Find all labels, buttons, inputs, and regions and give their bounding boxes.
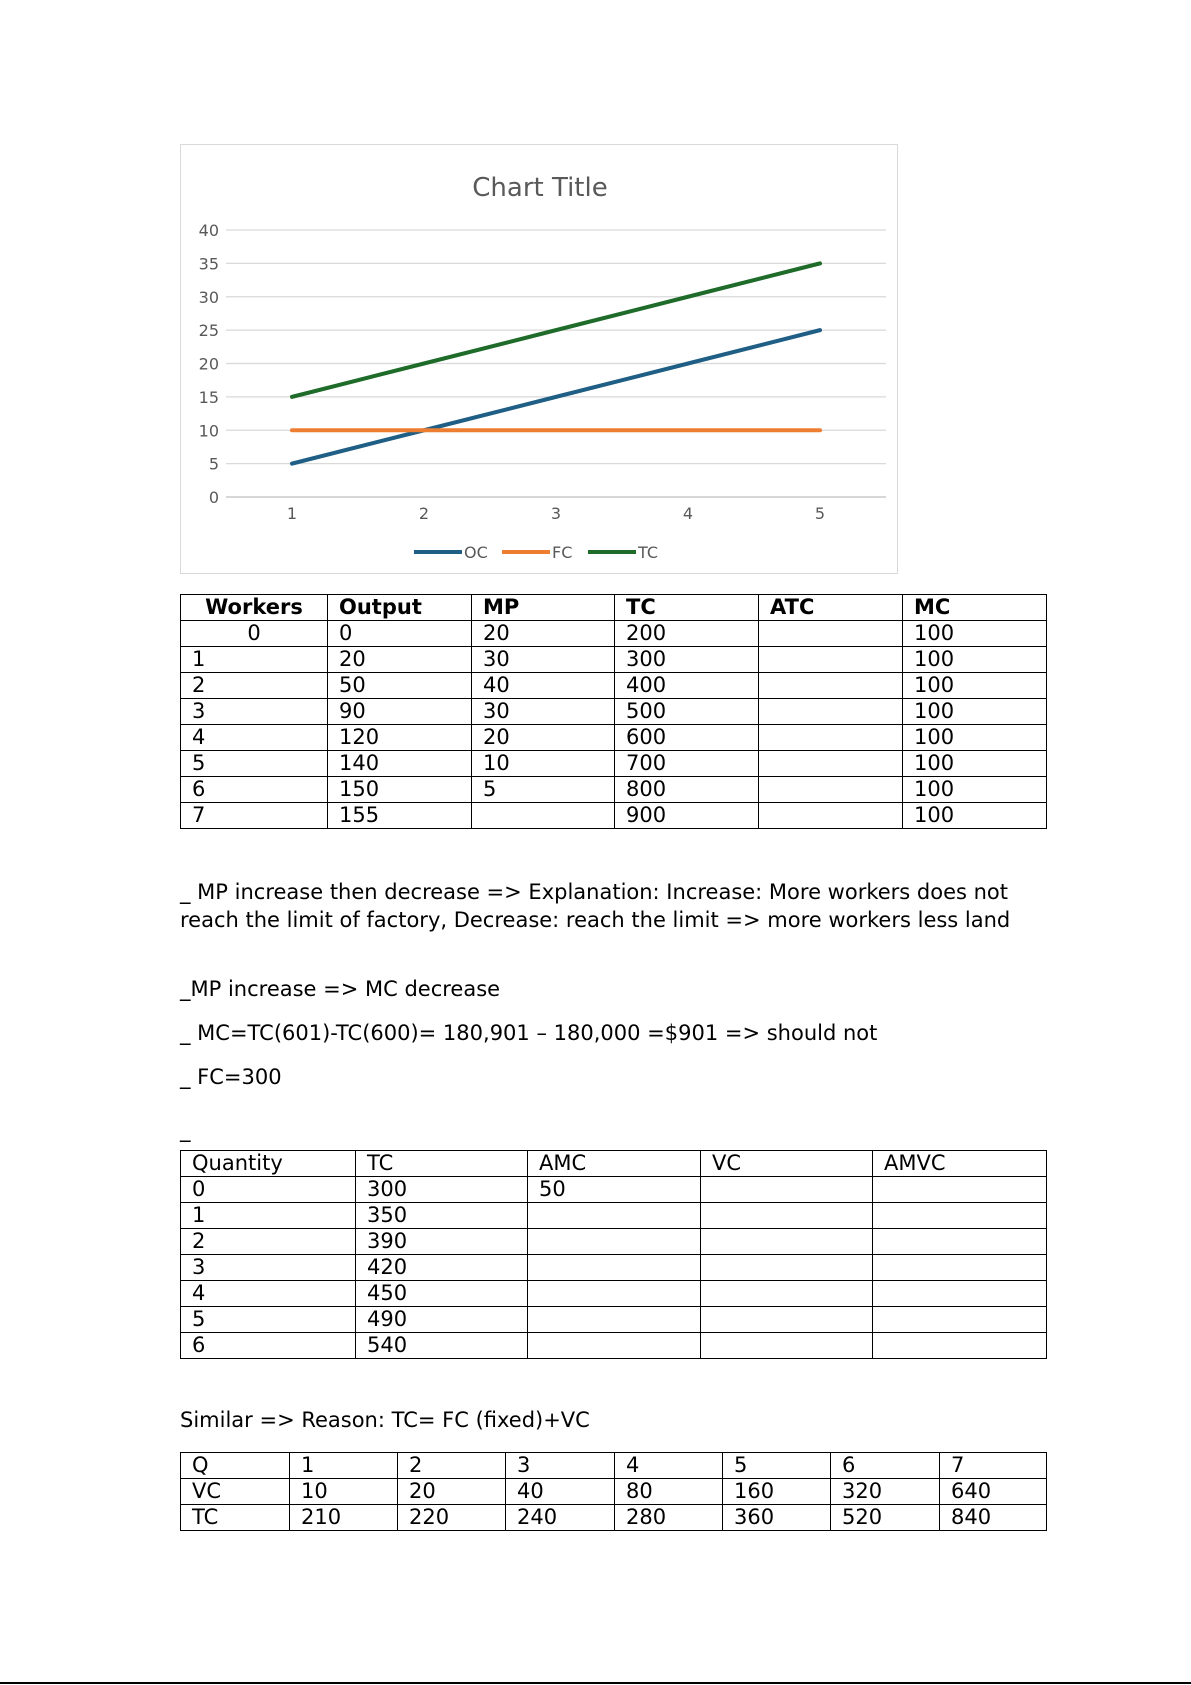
table-cell: 100 — [903, 673, 1047, 699]
table-cell — [528, 1229, 701, 1255]
y-tick-label: 15 — [198, 387, 219, 407]
table-cell — [528, 1203, 701, 1229]
table-cell: 390 — [356, 1229, 528, 1255]
chart-svg — [181, 145, 899, 575]
note-mc-calc: _ MC=TC(601)-TC(600)= 180,901 – 180,000 =$901 => should not — [180, 1021, 878, 1045]
table-row — [181, 1307, 1047, 1333]
table-cell: 10 — [290, 1479, 398, 1505]
table-cell — [873, 1281, 1047, 1307]
table-cell: 840 — [940, 1505, 1047, 1531]
table-cell: 0 — [181, 1177, 356, 1203]
table-cell: 490 — [356, 1307, 528, 1333]
table-cell: 100 — [903, 621, 1047, 647]
table-cell: 300 — [615, 647, 759, 673]
table-header-row — [181, 595, 1047, 621]
table-row — [181, 1333, 1047, 1359]
table-cell: 50 — [528, 1177, 701, 1203]
table-cell: 5 — [181, 751, 328, 777]
table-cell: 450 — [356, 1281, 528, 1307]
table-cell: 1 — [290, 1453, 398, 1479]
table-cell: 6 — [181, 1333, 356, 1359]
table-cell: 90 — [328, 699, 472, 725]
table-cell: 20 — [472, 621, 615, 647]
quantity-table — [180, 1150, 1047, 1359]
table-cell — [701, 1229, 873, 1255]
table-cell — [759, 751, 903, 777]
table-row — [181, 751, 1047, 777]
table-cell: 210 — [290, 1505, 398, 1531]
table-cell: 360 — [723, 1505, 831, 1531]
note-similar: Similar => Reason: TC= FC (fixed)+VC — [180, 1408, 590, 1432]
table-cell — [472, 803, 615, 829]
note-blank: _ — [180, 1118, 191, 1142]
table-row — [181, 1255, 1047, 1281]
table-cell — [759, 803, 903, 829]
table-cell: Q — [181, 1453, 290, 1479]
vc-tc-table — [180, 1452, 1047, 1531]
header-quantity: Quantity — [181, 1151, 356, 1177]
table-cell: 900 — [615, 803, 759, 829]
table-cell: 400 — [615, 673, 759, 699]
y-tick-label: 5 — [208, 454, 219, 474]
table-cell: 6 — [181, 777, 328, 803]
table-cell — [759, 725, 903, 751]
table-cell — [701, 1255, 873, 1281]
header-amc: AMC — [528, 1151, 701, 1177]
y-tick-label: 35 — [198, 254, 219, 274]
table-cell: 600 — [615, 725, 759, 751]
line-chart — [180, 144, 898, 574]
table-row — [181, 803, 1047, 829]
table-row — [181, 1203, 1047, 1229]
table-row — [181, 1505, 1047, 1531]
table-cell — [701, 1203, 873, 1229]
table-cell — [873, 1177, 1047, 1203]
table-cell — [701, 1281, 873, 1307]
table-cell: 100 — [903, 647, 1047, 673]
table-cell: 140 — [328, 751, 472, 777]
table-cell: 155 — [328, 803, 472, 829]
table-cell: 5 — [181, 1307, 356, 1333]
table-cell — [528, 1281, 701, 1307]
table-cell — [759, 621, 903, 647]
legend-label: FC — [552, 543, 573, 562]
table-cell: 20 — [398, 1479, 506, 1505]
table-cell — [873, 1255, 1047, 1281]
table-cell: VC — [181, 1479, 290, 1505]
header-mc: MC — [903, 595, 1047, 621]
table-cell: 350 — [356, 1203, 528, 1229]
table-cell: 150 — [328, 777, 472, 803]
table-cell — [528, 1333, 701, 1359]
table-cell: 40 — [472, 673, 615, 699]
table-cell: 220 — [398, 1505, 506, 1531]
table-cell — [528, 1307, 701, 1333]
header-workers: Workers — [181, 595, 328, 621]
table-cell — [873, 1333, 1047, 1359]
note-mp-mc: _MP increase => MC decrease — [180, 977, 501, 1001]
table-row — [181, 621, 1047, 647]
table-cell: 2 — [181, 1229, 356, 1255]
table-cell: 100 — [903, 803, 1047, 829]
note-mp-explanation: _ MP increase then decrease => Explanation: Increase: More workers does not reach the limit of factory, Decrease: reach the limit => more workers less land — [180, 880, 1011, 932]
table-cell: 30 — [472, 647, 615, 673]
table-row — [181, 1453, 1047, 1479]
table-cell: 4 — [181, 1281, 356, 1307]
table-cell: 3 — [181, 699, 328, 725]
header-atc: ATC — [759, 595, 903, 621]
table-cell: 320 — [831, 1479, 940, 1505]
y-tick-label: 10 — [198, 421, 219, 441]
table-cell: 100 — [903, 777, 1047, 803]
table-cell: 7 — [940, 1453, 1047, 1479]
header-tc: TC — [615, 595, 759, 621]
table-row — [181, 1229, 1047, 1255]
table-cell: 3 — [181, 1255, 356, 1281]
x-tick-label: 1 — [286, 504, 298, 523]
table-cell: 4 — [615, 1453, 723, 1479]
note-fc: _ FC=300 — [180, 1065, 282, 1089]
table-cell: 640 — [940, 1479, 1047, 1505]
header-output: Output — [328, 595, 472, 621]
table-row — [181, 673, 1047, 699]
legend-label: TC — [638, 543, 659, 562]
x-tick-label: 2 — [418, 504, 430, 523]
table-cell — [701, 1177, 873, 1203]
table-cell — [701, 1333, 873, 1359]
workers-table — [180, 594, 1047, 829]
table-cell — [528, 1255, 701, 1281]
header-mp: MP — [472, 595, 615, 621]
table-cell: 100 — [903, 699, 1047, 725]
table-cell: 2 — [398, 1453, 506, 1479]
table-cell: 30 — [472, 699, 615, 725]
x-tick-label: 5 — [814, 504, 826, 523]
y-tick-label: 0 — [208, 488, 219, 507]
table-row — [181, 1281, 1047, 1307]
x-tick-label: 3 — [550, 504, 562, 523]
table-cell: 240 — [506, 1505, 615, 1531]
legend-label: OC — [464, 543, 488, 562]
header-vc: VC — [701, 1151, 873, 1177]
table-cell — [873, 1203, 1047, 1229]
chart-title: Chart Title — [472, 173, 608, 203]
table-cell: 300 — [356, 1177, 528, 1203]
table-cell: 200 — [615, 621, 759, 647]
table-cell: 4 — [181, 725, 328, 751]
table-cell — [759, 699, 903, 725]
table-cell: 20 — [472, 725, 615, 751]
y-tick-label: 20 — [198, 354, 219, 374]
header-amvc: AMVC — [873, 1151, 1047, 1177]
y-tick-label: 25 — [198, 321, 219, 341]
table-cell: 540 — [356, 1333, 528, 1359]
y-tick-label: 30 — [198, 287, 219, 307]
table-row — [181, 699, 1047, 725]
table-cell: 50 — [328, 673, 472, 699]
table-row — [181, 1177, 1047, 1203]
table-cell — [873, 1307, 1047, 1333]
table-cell: 500 — [615, 699, 759, 725]
table-cell: 5 — [723, 1453, 831, 1479]
table-cell — [759, 777, 903, 803]
table-cell: 700 — [615, 751, 759, 777]
table-cell: TC — [181, 1505, 290, 1531]
x-tick-label: 4 — [682, 504, 694, 523]
table-row — [181, 647, 1047, 673]
table-row — [181, 1479, 1047, 1505]
table-header-row — [181, 1151, 1047, 1177]
table-cell: 1 — [181, 647, 328, 673]
table-cell: 20 — [328, 647, 472, 673]
table-cell: 2 — [181, 673, 328, 699]
table-cell: 3 — [506, 1453, 615, 1479]
table-cell: 10 — [472, 751, 615, 777]
table-cell: 7 — [181, 803, 328, 829]
table-cell: 40 — [506, 1479, 615, 1505]
table-cell: 80 — [615, 1479, 723, 1505]
table-cell — [759, 673, 903, 699]
table-cell: 160 — [723, 1479, 831, 1505]
table-cell: 5 — [472, 777, 615, 803]
y-tick-label: 40 — [198, 221, 219, 240]
table-cell: 6 — [831, 1453, 940, 1479]
table-row — [181, 777, 1047, 803]
table-cell: 280 — [615, 1505, 723, 1531]
table-cell: 0 — [181, 621, 328, 647]
header-tc: TC — [356, 1151, 528, 1177]
table-cell — [759, 647, 903, 673]
table-row — [181, 725, 1047, 751]
table-cell: 1 — [181, 1203, 356, 1229]
table-cell: 100 — [903, 751, 1047, 777]
table-cell — [701, 1307, 873, 1333]
table-cell: 800 — [615, 777, 759, 803]
table-cell: 100 — [903, 725, 1047, 751]
table-cell — [873, 1229, 1047, 1255]
table-cell: 420 — [356, 1255, 528, 1281]
table-cell: 120 — [328, 725, 472, 751]
table-cell: 0 — [328, 621, 472, 647]
page-bottom-rule — [0, 1682, 1191, 1684]
table-cell: 520 — [831, 1505, 940, 1531]
